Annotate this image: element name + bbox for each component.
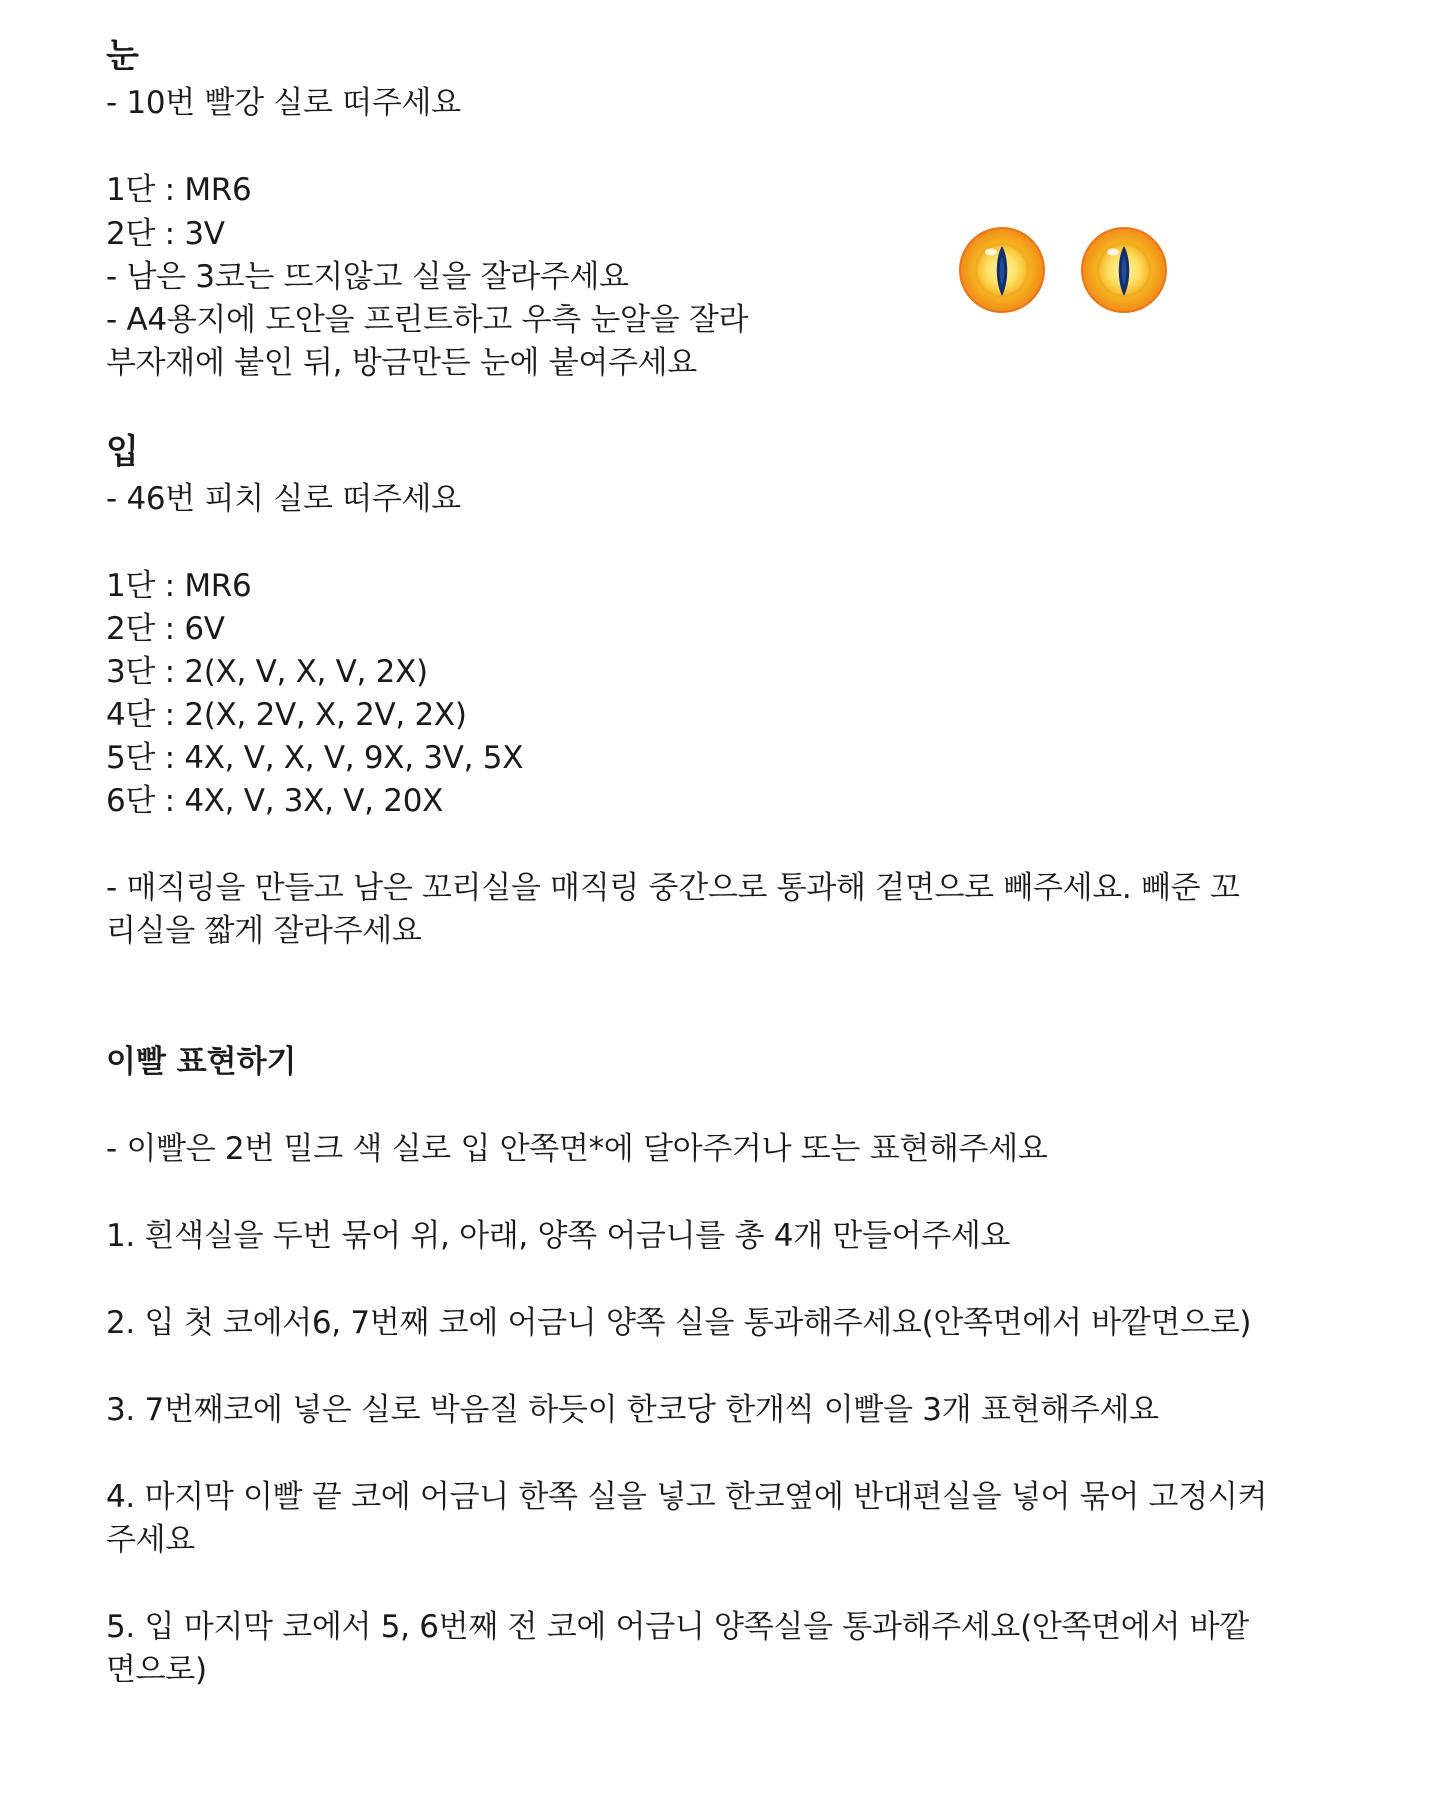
mouth-round-3: 3단 : 2(X, V, X, V, 2X): [106, 654, 428, 690]
eye-section-heading: 눈: [106, 36, 139, 76]
printable-eyes: [958, 226, 1173, 318]
mouth-round-5: 5단 : 4X, V, X, V, 9X, 3V, 5X: [106, 740, 524, 776]
eye-round-2: 2단 : 3V: [106, 216, 225, 252]
mouth-yarn-instruction: - 46번 피치 실로 떠주세요: [106, 481, 461, 517]
teeth-step-5-line-1: 5. 입 마지막 코에서 5, 6번째 전 코에 어금니 양쪽실을 통과해주세요(안쪽면에서 바깥: [106, 1609, 1249, 1645]
mouth-round-2: 2단 : 6V: [106, 611, 225, 647]
teeth-step-1: 1. 흰색실을 두번 묶어 위, 아래, 양쪽 어금니를 총 4개 만들어주세요: [106, 1218, 1011, 1254]
cat-eye-icon: [958, 226, 1046, 314]
cat-eye-icon: [1080, 226, 1168, 314]
teeth-step-5-line-2: 면으로): [106, 1652, 207, 1688]
eye-note-3: 부자재에 붙인 뒤, 방금만든 눈에 붙여주세요: [106, 345, 697, 381]
mouth-note-line-1: - 매직링을 만들고 남은 꼬리실을 매직링 중간으로 통과해 겉면으로 빼주세요. 빼준 꼬: [106, 870, 1240, 906]
eye-note-2: - A4용지에 도안을 프린트하고 우측 눈알을 잘라: [106, 302, 749, 338]
eye-round-1: 1단 : MR6: [106, 172, 252, 208]
mouth-round-4: 4단 : 2(X, 2V, X, 2V, 2X): [106, 697, 467, 733]
mouth-note-line-2: 리실을 짧게 잘라주세요: [106, 913, 422, 949]
teeth-step-4-line-2: 주세요: [106, 1522, 195, 1558]
teeth-yarn-instruction: - 이빨은 2번 밀크 색 실로 입 안쪽면*에 달아주거나 또는 표현해주세요: [106, 1131, 1048, 1167]
eye-yarn-instruction: - 10번 빨강 실로 떠주세요: [106, 85, 461, 121]
teeth-step-3: 3. 7번째코에 넣은 실로 박음질 하듯이 한코당 한개씩 이빨을 3개 표현해주세요: [106, 1392, 1159, 1428]
mouth-section-heading: 입: [106, 432, 139, 472]
mouth-round-1: 1단 : MR6: [106, 568, 252, 604]
teeth-step-4-line-1: 4. 마지막 이빨 끝 코에 어금니 한쪽 실을 넣고 한코옆에 반대편실을 넣어 묶어 고정시켜: [106, 1479, 1268, 1515]
mouth-round-6: 6단 : 4X, V, 3X, V, 20X: [106, 783, 444, 819]
eye-note-1: - 남은 3코는 뜨지않고 실을 잘라주세요: [106, 259, 629, 295]
teeth-step-2: 2. 입 첫 코에서6, 7번째 코에 어금니 양쪽 실을 통과해주세요(안쪽면에서 바깥면으로): [106, 1305, 1252, 1341]
teeth-section-heading: 이빨 표현하기: [106, 1044, 297, 1080]
